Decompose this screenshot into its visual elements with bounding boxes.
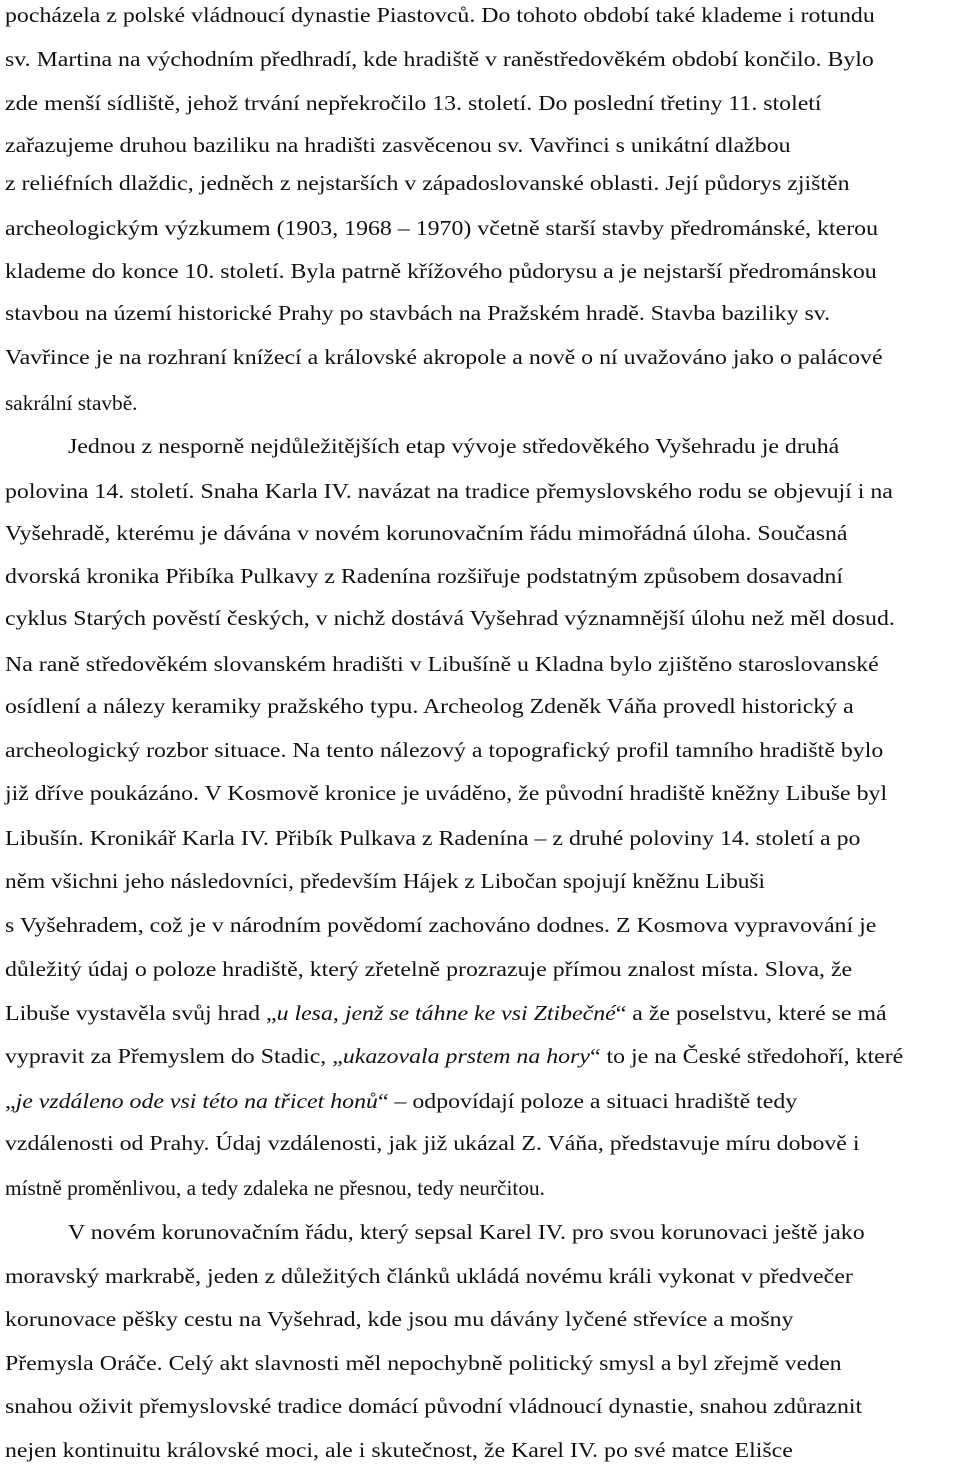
text-segment: vypravit za Přemyslem do Stadic, „ bbox=[5, 1044, 343, 1068]
italic-quote: je vzdáleno ode vsi této na třicet honů bbox=[15, 1089, 378, 1113]
text-segment: dvorská kronika Přibíka Pulkavy z Radenína rozšiřuje podstatným způsobem dosavadní bbox=[5, 564, 843, 588]
text-segment: snahou oživit přemyslovské tradice domácí původní vládnoucí dynastie, snahou zdůraznit bbox=[5, 1394, 863, 1418]
text-segment: zařazujeme druhou baziliku na hradišti zasvěcenou sv. Vavřinci s unikátní dlažbou bbox=[5, 133, 791, 157]
text-segment: sv. Martina na východním předhradí, kde hradiště v raněstředověkém období končilo. Bylo bbox=[5, 47, 874, 71]
text-segment: Libuše vystavěla svůj hrad „ bbox=[5, 1001, 277, 1025]
text-line bbox=[5, 651, 879, 677]
text-line bbox=[5, 1393, 862, 1419]
text-line bbox=[5, 520, 848, 546]
text-segment: sakrální stavbě. bbox=[5, 391, 138, 415]
italic-quote: ukazovala prstem na hory bbox=[342, 1044, 590, 1068]
text-line bbox=[5, 215, 878, 241]
text-line bbox=[5, 956, 852, 982]
text-segment: již dříve poukázáno. V Kosmově kronice je uváděno, že původní hradiště kněžny Libuše byl bbox=[5, 781, 888, 805]
text-line bbox=[5, 1130, 859, 1156]
text-line bbox=[5, 1350, 842, 1376]
text-line bbox=[5, 563, 843, 589]
text-segment: polovina 14. století. Snaha Karla IV. navázat na tradice přemyslovského rodu se objevují i na bbox=[5, 479, 893, 503]
text-segment: klademe do konce 10. století. Byla patrně křížového půdorysu a je nejstarší předrománskou bbox=[5, 259, 877, 283]
text-segment: Přemysla Oráče. Celý akt slavnosti měl nepochybně politický smysl a byl zřejmě veden bbox=[5, 1351, 842, 1375]
text-segment: cyklus Starých pověstí českých, v nichž dostává Vyšehrad významnější úlohu než měl dosud. bbox=[5, 606, 895, 630]
text-line bbox=[5, 258, 877, 284]
text-line bbox=[5, 825, 860, 851]
text-segment: V novém korunovačním řádu, který sepsal Karel IV. pro svou korunovaci ještě jako bbox=[68, 1220, 865, 1244]
text-line bbox=[5, 344, 883, 370]
text-segment: “ to je na České středohoří, které bbox=[589, 1044, 904, 1068]
text-segment: archeologický rozbor situace. Na tento nálezový a topografický profil tamního hradiště bylo bbox=[5, 738, 884, 762]
text-segment: důležitý údaj o poloze hradiště, který zřetelně prozrazuje přímou znalost místa. Slova, že bbox=[5, 957, 853, 981]
text-line bbox=[5, 868, 765, 894]
text-segment: pocházela z polské vládnoucí dynastie Piastovců. Do tohoto období také klademe i rotundu bbox=[5, 3, 875, 27]
text-line bbox=[5, 1000, 887, 1026]
text-line bbox=[5, 912, 876, 938]
text-line bbox=[5, 1306, 793, 1332]
text-segment: archeologickým výzkumem (1903, 1968 – 1970) včetně starší stavby předrománské, kterou bbox=[5, 216, 879, 240]
text-line bbox=[5, 1437, 793, 1463]
text-line bbox=[5, 605, 895, 631]
text-segment: něm všichni jeho následovníci, především Hájek z Libočan spojují kněžnu Libuši bbox=[5, 869, 765, 893]
text-segment: “ a že poselstvu, které se má bbox=[615, 1001, 887, 1025]
text-line bbox=[5, 46, 874, 72]
text-segment: místně proměnlivou, a tedy zdaleka ne přesnou, tedy neurčitou. bbox=[5, 1176, 545, 1200]
document-page bbox=[5, 0, 960, 1466]
text-line bbox=[5, 780, 887, 806]
text-segment: Jednou z nesporně nejdůležitějších etap vývoje středověkého Vyšehradu je druhá bbox=[68, 434, 840, 458]
italic-quote: u lesa, jenž se táhne ke vsi Ztibečné bbox=[276, 1001, 616, 1025]
text-segment: z reliéfních dlaždic, jedněch z nejstarších v západoslovanské oblasti. Její půdorys zjištěn bbox=[5, 171, 850, 195]
text-segment: s Vyšehradem, což je v národním povědomí zachováno dodnes. Z Kosmova vypravování je bbox=[5, 913, 877, 937]
text-line bbox=[68, 433, 839, 459]
text-segment: osídlení a nálezy keramiky pražského typu. Archeolog Zdeněk Váňa provedl historický a bbox=[5, 694, 854, 718]
text-segment: Vavřince je na rozhraní knížecí a královské akropole a nově o ní uvažováno jako o palácové bbox=[5, 345, 883, 369]
text-line bbox=[5, 737, 883, 763]
text-line bbox=[5, 132, 791, 158]
text-segment: zde menší sídliště, jehož trvání nepřekročilo 13. století. Do poslední třetiny 11. století bbox=[5, 91, 822, 115]
text-line bbox=[5, 1175, 545, 1201]
text-line bbox=[5, 2, 875, 28]
text-segment: Libušín. Kronikář Karla IV. Přibík Pulkava z Radenína – z druhé poloviny 14. století a po bbox=[5, 826, 861, 850]
text-line bbox=[5, 300, 830, 326]
text-segment: vzdálenosti od Prahy. Údaj vzdálenosti, jak již ukázal Z. Váňa, představuje míru dobově i bbox=[5, 1131, 860, 1155]
text-segment: “ – odpovídají poloze a situaci hradiště tedy bbox=[377, 1089, 798, 1113]
text-line bbox=[5, 170, 849, 196]
text-line bbox=[5, 478, 893, 504]
text-line bbox=[5, 693, 854, 719]
text-segment: nejen kontinuitu královské moci, ale i skutečnost, že Karel IV. po své matce Elišce bbox=[5, 1438, 793, 1462]
text-line bbox=[5, 90, 822, 116]
text-line bbox=[5, 1263, 853, 1289]
text-line bbox=[5, 1043, 903, 1069]
text-segment: Vyšehradě, kterému je dávána v novém korunovačním řádu mimořádná úloha. Současná bbox=[5, 521, 848, 545]
text-segment: „ bbox=[5, 1089, 16, 1113]
text-line bbox=[5, 390, 137, 416]
text-line bbox=[5, 1088, 797, 1114]
text-segment: moravský markrabě, jeden z důležitých článků ukládá novému králi vykonat v předvečer bbox=[5, 1264, 853, 1288]
text-segment: korunovace pěšky cestu na Vyšehrad, kde jsou mu dávány lyčené střevíce a mošny bbox=[5, 1307, 794, 1331]
text-line bbox=[68, 1219, 865, 1245]
text-segment: stavbou na území historické Prahy po stavbách na Pražském hradě. Stavba baziliky sv. bbox=[5, 301, 831, 325]
text-segment: Na raně středověkém slovanském hradišti v Libušíně u Kladna bylo zjištěno staroslovanské bbox=[5, 652, 879, 676]
